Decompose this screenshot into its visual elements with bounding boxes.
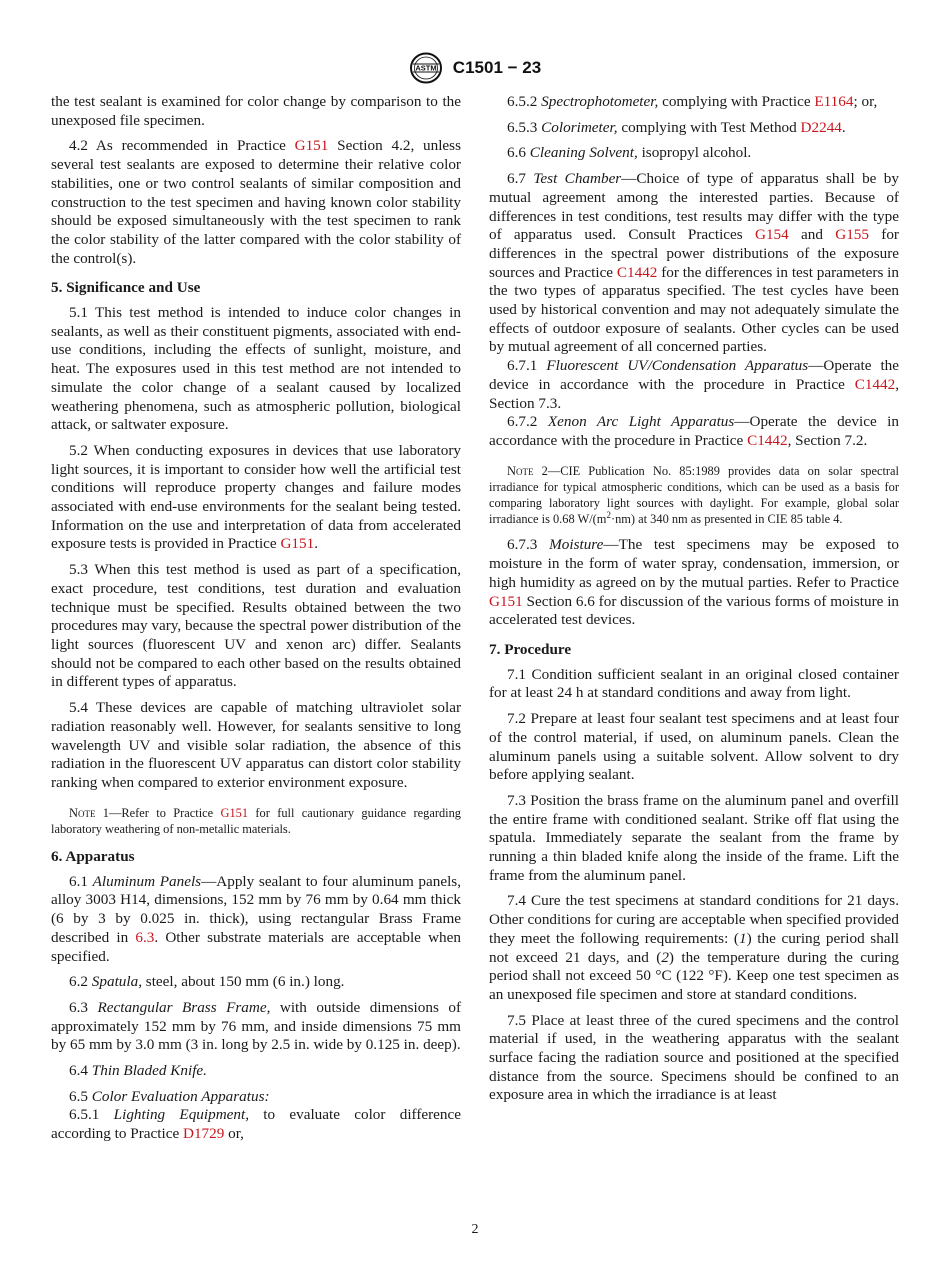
ref-link-d2244[interactable]: D2244 bbox=[800, 118, 842, 136]
left-column bbox=[51, 93, 461, 1144]
ref-link-g151[interactable]: G151 bbox=[280, 535, 315, 553]
paragraph-6-3: 6.3 Rectangular Brass Frame, with outside dimensions of approximately 152 mm by 76 mm, and inside dimensions 75 mm by 65 mm by 3.0 mm (3 in. long by 2.5 in. wide by 0.125 in. deep). bbox=[51, 998, 462, 1054]
ref-link-g151[interactable]: G151 bbox=[489, 592, 523, 610]
astm-logo-text: ASTM bbox=[415, 63, 437, 73]
paragraph-5-2: 5.2 When conducting exposures in devices that use laboratory light sources, it is important to consider how well the artificial test conditions will reproduce property changes and failure modes associated with end-use environments for the sealant being tested. Information on the use and interpretation of data from accelerated exposure tests is provided in Practice G151. bbox=[51, 441, 461, 553]
paragraph-6-5: 6.5 Color Evaluation Apparatus: bbox=[69, 1087, 270, 1105]
paragraph-5-3: 5.3 When this test method is used as part of a specification, exact procedure, test conditions, test duration and evaluation technique must be specified. Results obtained between the two procedures may vary, because the spectral power distribution of the light sources (fluorescent UV and xenon arc) differ. Sealants should not be compared to each other based on the results obtained in different types of apparatus. bbox=[51, 561, 461, 691]
right-column bbox=[489, 93, 899, 1112]
ref-link-g151[interactable]: G151 bbox=[294, 137, 329, 155]
ref-link-c1442[interactable]: C1442 bbox=[747, 431, 788, 449]
paragraph-6-5-3: 6.5.3 Colorimeter, complying with Test Method D2244. bbox=[507, 118, 846, 136]
paragraph-6-7: 6.7 Test Chamber—Choice of type of apparatus shall be by mutual agreement among the interested parties. Because of differences in test conditions, test results may differ with the type of apparatus used. Consult Practices G154 and G155 for differences in the spectral power distributions of the exposure sources and Practice C1442 for the differences in test parameters in the two types of apparatus specified. The test cycles have been used by historical convention and may not adequately simulate the effects of outdoor exposure of sealants. Other cycles can be used by mutual agreement of all concerned parties. bbox=[489, 170, 900, 356]
paragraph-5-4: 5.4 These devices are capable of matching ultraviolet solar radiation reasonably well. However, for sealants sensitive to long wavelength UV and visible solar radiation, the absence of this radiation in the fluorescent UV apparatus can distort color stability ranking when compared to exterior environment exposure. bbox=[51, 699, 461, 791]
paragraph-6-6: 6.6 Cleaning Solvent, isopropyl alcohol. bbox=[507, 144, 752, 162]
paragraph-6-2: 6.2 Spatula, steel, about 150 mm (6 in.) long. bbox=[69, 973, 345, 991]
paragraph-7-1: 7.1 Condition sufficient sealant in an original closed container for at least 24 h at standard conditions and away from light. bbox=[489, 665, 899, 702]
ref-link-g155[interactable]: G155 bbox=[835, 226, 869, 244]
page-number: 2 bbox=[471, 1222, 479, 1237]
paragraph-6-1: 6.1 Aluminum Panels—Apply sealant to four aluminum panels, alloy 3003 H14, dimensions, 152 mm by 76 mm by 0.64 mm thick (6 by 3 by 0.025 in. thick), using rectangular Brass Frame described in 6.3. Other substrate materials are acceptable when specified. bbox=[51, 872, 462, 965]
ref-link-c1442[interactable]: C1442 bbox=[854, 375, 896, 393]
section-heading-5: 5. Significance and Use bbox=[51, 279, 201, 297]
section-heading-6: 6. Apparatus bbox=[51, 848, 135, 866]
paragraph-7-2: 7.2 Prepare at least four sealant test specimens and at least four of the control material, if used, on aluminum panels. Clean the aluminum panels using a suitable solvent. Allow solvent to dry before applying sealant. bbox=[489, 710, 899, 784]
ref-link-g151[interactable]: G151 bbox=[220, 805, 249, 820]
ref-link-c1442[interactable]: C1442 bbox=[616, 263, 658, 281]
paragraph-7-3: 7.3 Position the brass frame on the aluminum panel and overfill the entire frame with conditioned sealant. Strike off flat using the spatula. Immediately separate the sealant from the frame by running a thin bladed knife along the inside of the frame. Lift the frame from the aluminum panel. bbox=[489, 791, 899, 884]
astm-logo-icon bbox=[409, 52, 443, 84]
paragraph-5-1: 5.1 This test method is intended to induce color changes in sealants, as well as their constituent pigments, associated with end-use conditions, including the effects of sunlight, moisture, and heat. The exposures used in this test method are not intended to simulate the color change of a sealant caused by localized weathering phenomena, such as atmospheric pollution, biological attack, or saltwater exposure. bbox=[51, 304, 461, 434]
ref-link-d1729[interactable]: D1729 bbox=[183, 1125, 225, 1143]
paragraph-7-5: 7.5 Place at least three of the cured specimens and the control material if used, in the weathering apparatus with the sealant surface facing the radiation source and positioned at the specified distance from the source. Specimens should be confined to an exposure area in which the irradiance is at least bbox=[489, 1011, 899, 1104]
paragraph-6-7-1: 6.7.1 Fluorescent UV/Condensation Apparatus—Operate the device in accordance with the procedure in Practice C1442, Section 7.3. bbox=[489, 357, 899, 412]
paragraph-6-5-2: 6.5.2 Spectrophotometer, complying with Practice E1164; or, bbox=[507, 93, 878, 110]
note-1: Note 1—Refer to Practice G151 for full cautionary guidance regarding laboratory weathering of non-metallic materials. bbox=[51, 805, 461, 836]
section-heading-7: 7. Procedure bbox=[489, 640, 572, 658]
paragraph-6-7-2: 6.7.2 Xenon Arc Light Apparatus—Operate the device in accordance with the procedure in Practice C1442, Section 7.2. bbox=[489, 413, 899, 449]
note-label: Note 2 bbox=[507, 463, 548, 478]
paragraph-4-2: 4.2 As recommended in Practice G151 Section 4.2, unless several test sealants are exposed to determine their relative color stabilities, one or two control sealants of similar composition and construction to the test specimen and having known color stability should be exposed simultaneously with the test specimen to rank the color stability of the latter compared with the color stability of the control(s). bbox=[51, 137, 461, 267]
paragraph-4-1-cont: the test sealant is examined for color change by comparison to the unexposed file specimen. bbox=[51, 93, 461, 129]
note-2: Note 2—CIE Publication No. 85:1989 provides data on solar spectral irradiance for typical atmospheric conditions, which can be used as a basis for comparing laboratory light sources with daylight. For example, global solar irradiance is 0.68 $W/(m^2\cdot nm)$ at 340 nm as presented in CIE 85 table 4. bbox=[489, 463, 899, 527]
page-header bbox=[0, 52, 950, 84]
paragraph-6-5-1: 6.5.1 Lighting Equipment, to evaluate color difference according to Practice D1729 or, bbox=[51, 1106, 461, 1143]
ref-link-g154[interactable]: G154 bbox=[754, 226, 789, 244]
note-label: Note 1 bbox=[69, 805, 109, 820]
paragraph-6-7-3: 6.7.3 Moisture—The test specimens may be exposed to moisture in the form of water spray, condensation, immersion, or high humidity as agreed on by the mutual parties. Refer to Practice G151 Section 6.6 for discussion of the various forms of moisture in accelerated test devices. bbox=[489, 536, 900, 629]
ref-link-e1164[interactable]: E1164 bbox=[814, 93, 854, 110]
document-id: C1501 − 23 bbox=[452, 58, 542, 77]
ref-link-6-3[interactable]: 6.3 bbox=[135, 928, 155, 946]
paragraph-7-4: 7.4 Cure the test specimens at standard conditions for 21 days. Other conditions for curing are acceptable when specified provided they meet the following requirements: (1) the curing period shall not exceed 21 days, and (2) the temperature during the curing period shall not exceed 50 °C (122 °F). Keep one test specimen as an unexposed file specimen and store at standard conditions. bbox=[489, 892, 900, 1003]
paragraph-6-4: 6.4 Thin Bladed Knife. bbox=[69, 1062, 207, 1080]
